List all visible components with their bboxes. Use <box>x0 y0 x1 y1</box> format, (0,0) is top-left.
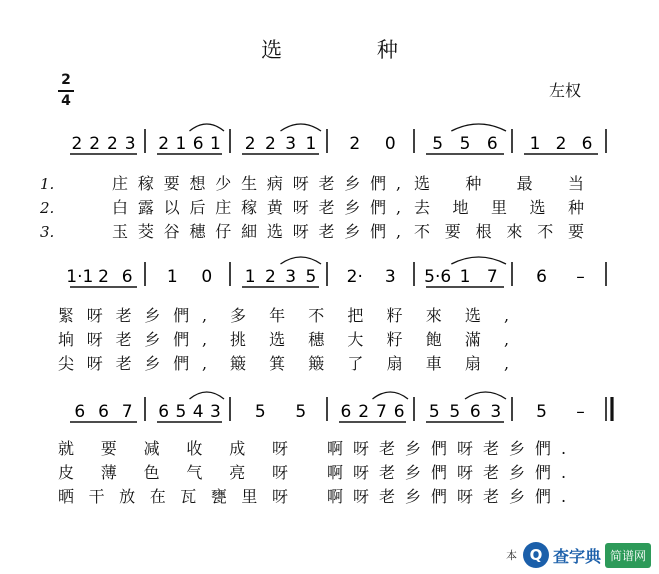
note: 4 <box>192 402 204 422</box>
verse-number: 1. <box>40 175 55 193</box>
note: 6 <box>74 402 86 422</box>
note: 1 <box>209 134 221 154</box>
note: 6 <box>393 402 405 422</box>
lyric-line: 庄稼要想少生病呀老乡們, <box>112 174 411 193</box>
note: – <box>576 402 585 422</box>
note: 1 <box>305 134 317 154</box>
note: 5 <box>254 402 266 422</box>
watermark-logo <box>506 542 651 568</box>
slur-arc <box>465 392 506 399</box>
time-signature-top: 2 <box>61 72 71 88</box>
search-icon: Q <box>523 542 549 568</box>
note: 6 <box>158 402 170 422</box>
note: 7 <box>375 402 387 422</box>
note: 1 <box>459 267 471 287</box>
note: 1 <box>529 134 541 154</box>
lyric-line: 多年不把籽來选, <box>230 306 533 325</box>
lyric-line: 不要根來不要 <box>414 222 599 241</box>
lyric-line: 去地里选种 <box>414 198 607 217</box>
slur-arc <box>451 257 506 264</box>
lyric-line: 选种最当 <box>414 174 620 193</box>
note: 3 <box>285 134 297 154</box>
lyric-line: 尖呀老乡們, <box>58 354 220 373</box>
note: 1 <box>166 267 178 287</box>
note: 5 <box>536 402 547 422</box>
note: 1 <box>244 267 256 287</box>
note: 3 <box>285 267 297 287</box>
note: 5 <box>428 402 440 422</box>
song-title: 选 种 <box>261 38 442 62</box>
note: 5 <box>459 134 471 154</box>
lyric-line: 緊呀老乡們, <box>58 306 220 325</box>
note: 2 <box>555 134 567 154</box>
note: 3 <box>124 134 136 154</box>
note: 2 <box>244 134 256 154</box>
note: 5 <box>432 134 444 154</box>
note: 1 <box>175 134 187 154</box>
watermark-tag: 简谱网 <box>605 543 651 568</box>
watermark-prefix: 本 <box>505 549 517 562</box>
note: – <box>576 267 585 287</box>
composer: 左权 <box>549 81 582 100</box>
note: 2 <box>264 267 276 287</box>
note: 6 <box>486 134 498 154</box>
note: 2 <box>158 134 170 154</box>
note: 7 <box>121 402 133 422</box>
lyric-line: 垧呀老乡們, <box>58 330 220 349</box>
lyric-line: 晒干放在瓦甕里呀 <box>58 487 303 506</box>
slur-arc <box>281 257 322 264</box>
note: 5 <box>295 402 307 422</box>
note: 7 <box>486 267 498 287</box>
note: 5 <box>305 267 317 287</box>
note: 5 <box>449 402 461 422</box>
lyric-line: 挑选穗大籽飽滿, <box>230 330 533 349</box>
note: 2 <box>349 134 361 154</box>
watermark-brand: 查字典 <box>552 546 601 566</box>
note: 6 <box>121 267 133 287</box>
slur-arc <box>373 392 409 399</box>
note: 2 <box>89 134 101 154</box>
note: 2 <box>358 402 370 422</box>
note: 2 <box>98 267 109 287</box>
slur-arc <box>190 392 225 399</box>
verse-number: 2. <box>40 199 55 217</box>
lyric-line: 皮薄色气亮呀 <box>58 463 315 482</box>
note: 2· <box>346 267 363 287</box>
note: 0 <box>384 134 396 154</box>
note: 2 <box>71 134 83 154</box>
note: 6 <box>340 402 352 422</box>
note: 3 <box>209 402 221 422</box>
lyric-line: 啊呀老乡們呀老乡們. <box>327 487 577 506</box>
time-signature-bottom: 4 <box>61 93 71 109</box>
lyric-line: 就要减收成呀 <box>58 439 315 458</box>
note: 3 <box>384 267 396 287</box>
lyric-line: 白露以后庄稼黄呀老乡們, <box>112 198 411 217</box>
note: 2 <box>106 134 118 154</box>
note: 0 <box>201 267 213 287</box>
note: 5·6 <box>424 267 452 287</box>
slur-arc <box>451 124 506 131</box>
note: 1·1 <box>66 267 94 287</box>
note: 6 <box>469 402 481 422</box>
lyric-line: 玉茭谷穗仔細选呀老乡們, <box>112 222 411 241</box>
slur-arc <box>281 124 322 131</box>
lyric-line: 啊呀老乡們呀老乡們. <box>327 463 577 482</box>
note: 6 <box>581 134 593 154</box>
verse-number: 3. <box>40 223 55 241</box>
note: 5 <box>175 402 187 422</box>
note: 6 <box>536 267 547 287</box>
note: 6 <box>192 134 204 154</box>
note: 6 <box>98 402 109 422</box>
note: 3 <box>490 402 502 422</box>
lyric-line: 簸箕簸了扇車扇, <box>230 354 533 373</box>
lyric-line: 啊呀老乡們呀老乡們. <box>327 439 577 458</box>
note: 2 <box>264 134 276 154</box>
slur-arc <box>190 124 225 131</box>
